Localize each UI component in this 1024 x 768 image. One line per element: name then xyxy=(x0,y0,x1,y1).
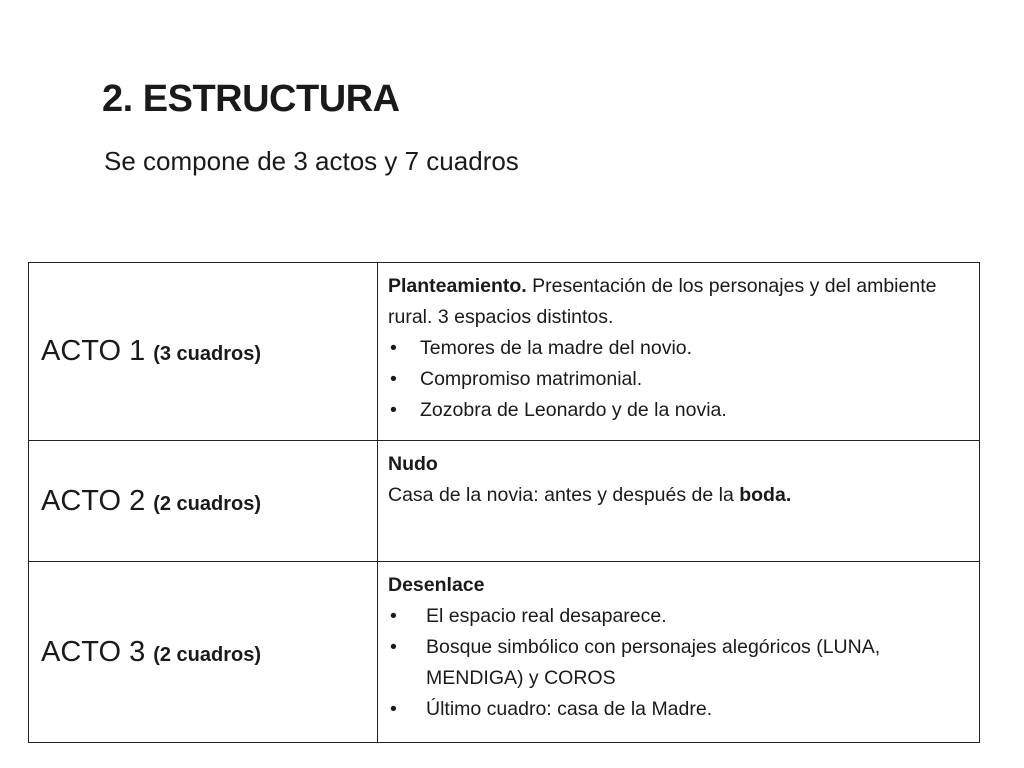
description-emphasis: boda. xyxy=(739,484,792,506)
slide-subtitle: Se compone de 3 actos y 7 cuadros xyxy=(104,146,519,176)
description-cell xyxy=(378,441,980,562)
list-item: • Bosque simbólico con personajes alegóricos (LUNA, MENDIGA) y COROS xyxy=(388,632,965,694)
description-heading: Planteamiento. xyxy=(388,275,527,297)
act-name: ACTO 1 xyxy=(41,335,146,367)
bullet-list xyxy=(388,333,965,426)
table-row-acto-1 xyxy=(29,263,980,441)
description-cell xyxy=(378,263,980,441)
table-row-acto-3 xyxy=(29,562,980,743)
description-heading: Desenlace xyxy=(388,574,485,596)
slide-title: 2. ESTRUCTURA xyxy=(102,78,400,120)
structure-table xyxy=(28,262,980,743)
description-paragraph xyxy=(388,480,965,511)
list-item: • Compromiso matrimonial. xyxy=(388,364,965,395)
bullet-list xyxy=(388,601,965,725)
description-text: Presentación de los personajes y del ambiente rural. 3 espacios distintos. xyxy=(388,275,937,328)
act-cell xyxy=(29,562,378,743)
act-name: ACTO 2 xyxy=(41,484,146,517)
act-count: (2 cuadros) xyxy=(153,492,262,515)
act-cell xyxy=(29,441,378,562)
act-cell xyxy=(29,263,378,441)
list-item: • Zozobra de Leonardo y de la novia. xyxy=(388,395,965,426)
list-item: • Último cuadro: casa de la Madre. xyxy=(388,694,965,725)
list-item: • Temores de la madre del novio. xyxy=(388,333,965,364)
description-text: Casa de la novia: antes y después de la xyxy=(388,484,740,506)
table-row-acto-2 xyxy=(29,441,980,562)
description-paragraph xyxy=(388,271,965,333)
act-count: (3 cuadros) xyxy=(153,343,262,365)
act-name: ACTO 3 xyxy=(41,635,146,668)
act-count: (2 cuadros) xyxy=(153,643,262,666)
description-cell xyxy=(378,562,980,743)
list-item: • El espacio real desaparece. xyxy=(388,601,965,632)
description-heading: Nudo xyxy=(388,453,438,475)
